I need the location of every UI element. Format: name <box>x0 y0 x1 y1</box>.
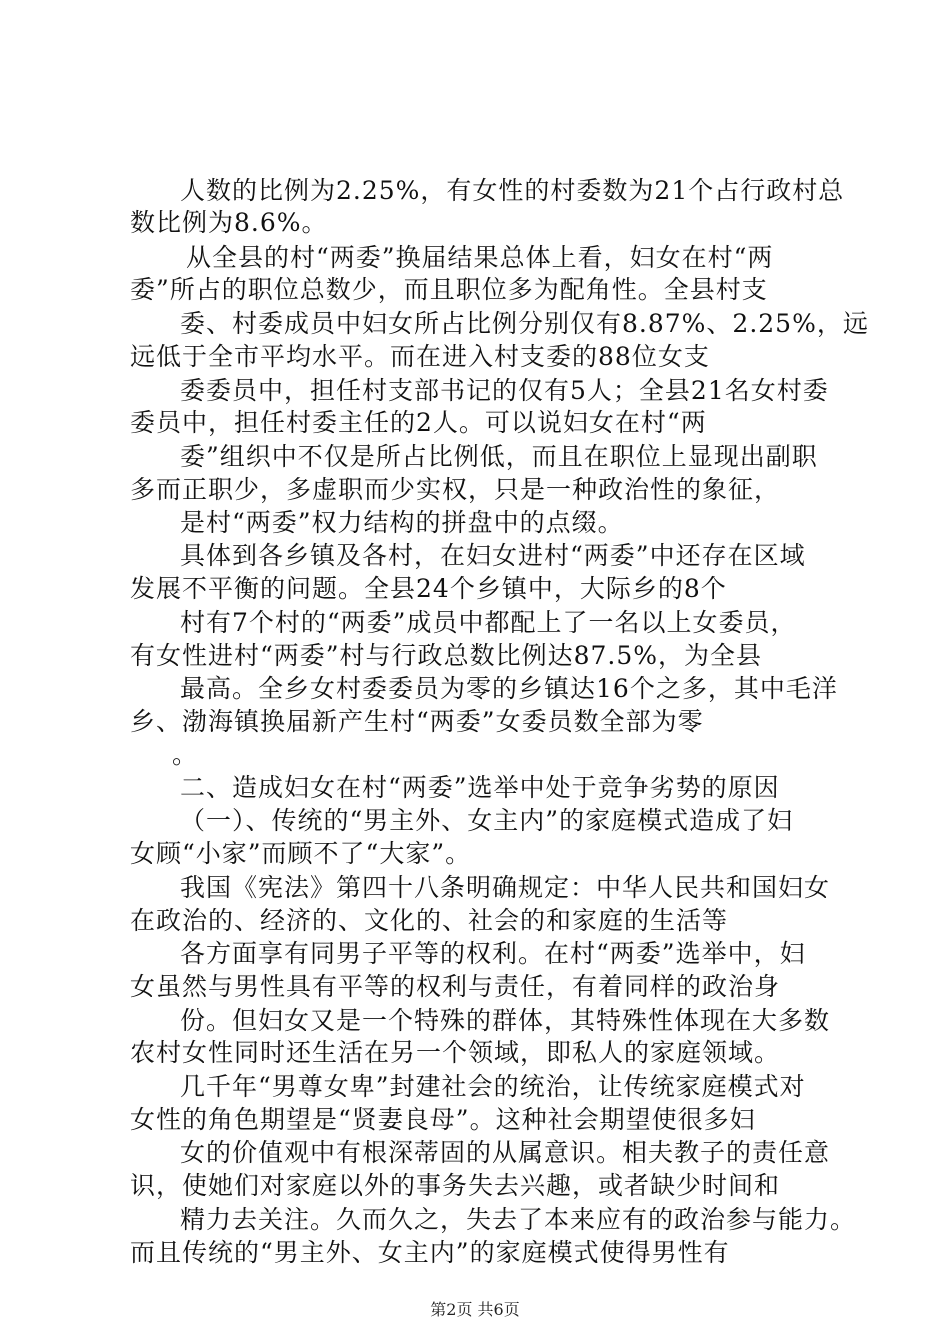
text-line: 而且传统的“男主外、女主内”的家庭模式使得男性有 <box>130 1238 730 1267</box>
text-line: 多而正职少，多虚职而少实权，只是一种政治性的象征， <box>130 475 781 504</box>
text-line: 有女性进村“两委”村与行政总数比例达87.5%，为全县 <box>130 641 762 670</box>
text-line: 份。但妇女又是一个特殊的群体，其特殊性体现在大多数 <box>180 1006 831 1035</box>
text-line: 是村“两委”权力结构的拼盘中的点缀。 <box>180 508 624 537</box>
text-line: 女虽然与男性具有平等的权利与责任，有着同样的政治身 <box>130 972 781 1001</box>
text-line: 识，使她们对家庭以外的事务失去兴趣，或者缺少时间和 <box>130 1171 781 1200</box>
text-line: 女性的角色期望是“贤妻良母”。这种社会期望使很多妇 <box>130 1105 756 1134</box>
text-line: 我国《宪法》第四十八条明确规定：中华人民共和国妇女 <box>180 873 831 902</box>
text-line: 二、造成妇女在村“两委”选举中处于竞争劣势的原因 <box>180 773 780 802</box>
text-line: 农村女性同时还生活在另一个领域，即私人的家庭领域。 <box>130 1038 781 1067</box>
text-line: 人数的比例为2.25%，有女性的村委数为21个占行政村总 <box>180 176 845 205</box>
text-line: 远低于全市平均水平。而在进入村支委的88位女支 <box>130 342 710 371</box>
text-line: 委委员中，担任村支部书记的仅有5人；全县21名女村委 <box>180 376 829 405</box>
text-line: 在政治的、经济的、文化的、社会的和家庭的生活等 <box>130 906 729 935</box>
text-line: 委”组织中不仅是所占比例低，而且在职位上显现出副职 <box>180 442 818 471</box>
text-line: 女的价值观中有根深蒂固的从属意识。相夫教子的责任意 <box>180 1138 831 1167</box>
text-line: 村有7个村的“两委”成员中都配上了一名以上女委员， <box>180 608 797 637</box>
text-line: 具体到各乡镇及各村，在妇女进村“两委”中还存在区域 <box>180 541 806 570</box>
text-line: 。 <box>172 740 199 769</box>
text-line: 从全县的村“两委”换届结果总体上看，妇女在村“两 <box>186 243 774 272</box>
text-line: 乡、渤海镇换届新产生村“两委”女委员数全部为零 <box>130 707 704 736</box>
text-line: 委员中，担任村委主任的2人。可以说妇女在村“两 <box>130 408 707 437</box>
text-line: 各方面享有同男子平等的权利。在村“两委”选举中，妇 <box>180 939 806 968</box>
text-line: 女顾“小家”而顾不了“大家”。 <box>130 839 472 868</box>
text-line: 几千年“男尊女卑”封建社会的统治，让传统家庭模式对 <box>180 1072 806 1101</box>
text-line: 精力去关注。久而久之，失去了本来应有的政治参与能力。 <box>180 1205 857 1234</box>
page-number-footer: 第2页 共6页 <box>430 1300 520 1319</box>
text-line: 发展不平衡的问题。全县24个乡镇中，大际乡的8个 <box>130 574 727 603</box>
text-line: 委”所占的职位总数少，而且职位多为配角性。全县村支 <box>130 275 768 304</box>
text-line: （一）、传统的“男主外、女主内”的家庭模式造成了妇 <box>180 806 794 835</box>
text-line: 委、村委成员中妇女所占比例分别仅有8.87%、2.25%，远 <box>180 309 869 338</box>
text-line: 最高。全乡女村委委员为零的乡镇达16个之多，其中毛洋 <box>180 674 838 703</box>
text-line: 数比例为8.6%。 <box>130 208 328 237</box>
